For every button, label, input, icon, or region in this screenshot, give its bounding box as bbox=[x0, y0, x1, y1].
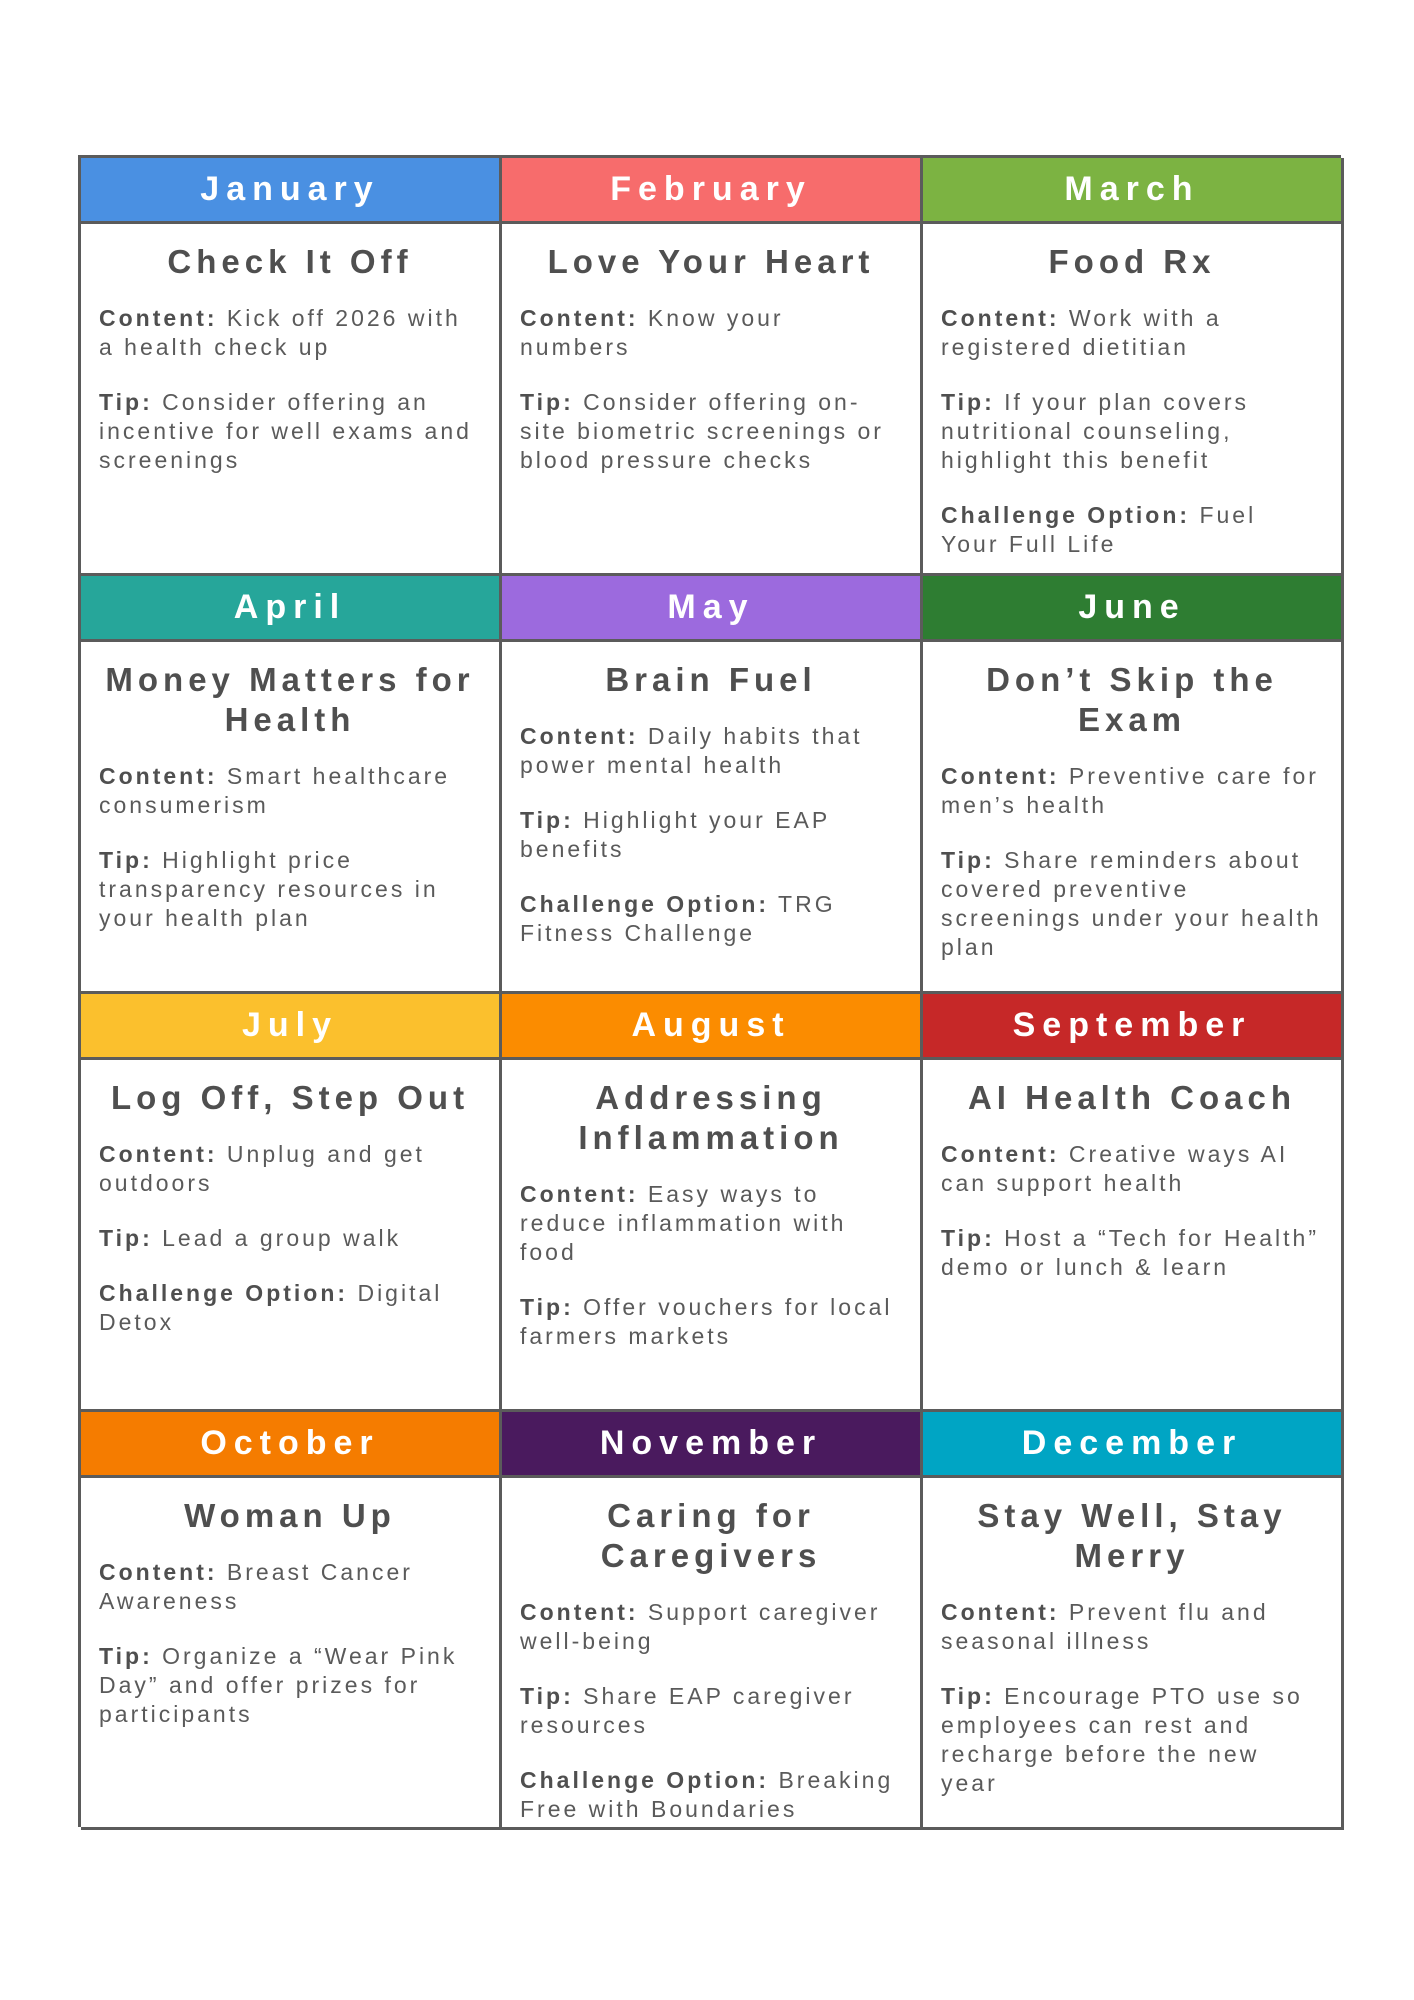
month-header: June bbox=[923, 576, 1341, 642]
tip-paragraph bbox=[99, 846, 481, 933]
month-body bbox=[81, 224, 499, 511]
month-card-october bbox=[81, 1412, 502, 1830]
content-paragraph bbox=[941, 762, 1323, 820]
tip-paragraph bbox=[941, 846, 1323, 962]
month-header: March bbox=[923, 158, 1341, 224]
tip-label: Tip: bbox=[941, 1683, 995, 1709]
tip-text: Host a “Tech for Health” demo or lunch & learn bbox=[941, 1225, 1319, 1280]
challenge-text: TRG Fitness Challenge bbox=[520, 891, 836, 946]
content-text: Support caregiver well-being bbox=[520, 1599, 881, 1654]
tip-text: Highlight your EAP benefits bbox=[520, 807, 830, 862]
tip-label: Tip: bbox=[520, 807, 574, 833]
content-label: Content: bbox=[941, 305, 1060, 331]
challenge-paragraph bbox=[99, 1279, 481, 1337]
content-paragraph bbox=[941, 1598, 1323, 1656]
month-card-september bbox=[923, 994, 1344, 1412]
challenge-label: Challenge Option: bbox=[520, 1767, 770, 1793]
tip-label: Tip: bbox=[99, 1643, 153, 1669]
content-label: Content: bbox=[520, 723, 639, 749]
content-text: Creative ways AI can support health bbox=[941, 1141, 1289, 1196]
tip-text: Share reminders about covered preventive screenings under your health plan bbox=[941, 847, 1322, 960]
challenge-paragraph bbox=[941, 501, 1323, 559]
challenge-label: Challenge Option: bbox=[941, 502, 1191, 528]
theme-title: Food Rx bbox=[1048, 243, 1216, 280]
theme-title: Brain Fuel bbox=[605, 661, 817, 698]
tip-paragraph bbox=[520, 1293, 902, 1351]
month-card-may bbox=[502, 576, 923, 994]
tip-text: Consider offering on-site biometric screenings or blood pressure checks bbox=[520, 389, 884, 473]
month-card-july bbox=[81, 994, 502, 1412]
month-body bbox=[81, 1060, 499, 1373]
content-paragraph bbox=[520, 1180, 902, 1267]
month-body bbox=[923, 1478, 1341, 1830]
tip-text: Lead a group walk bbox=[162, 1225, 402, 1251]
content-paragraph bbox=[99, 1140, 481, 1198]
content-paragraph bbox=[520, 1598, 902, 1656]
content-label: Content: bbox=[520, 1599, 639, 1625]
content-text: Work with a registered dietitian bbox=[941, 305, 1222, 360]
tip-text: Consider offering an incentive for well exams and screenings bbox=[99, 389, 472, 473]
tip-label: Tip: bbox=[941, 1225, 995, 1251]
month-header: September bbox=[923, 994, 1341, 1060]
month-card-november bbox=[502, 1412, 923, 1830]
challenge-paragraph bbox=[520, 890, 902, 948]
theme-title: Check It Off bbox=[167, 243, 413, 280]
month-card-february bbox=[502, 158, 923, 576]
theme-title: Log Off, Step Out bbox=[110, 1079, 470, 1116]
content-text: Know your numbers bbox=[520, 305, 784, 360]
content-text: Breast Cancer Awareness bbox=[99, 1559, 413, 1614]
month-header: May bbox=[502, 576, 920, 642]
tip-paragraph bbox=[941, 1224, 1323, 1282]
content-label: Content: bbox=[99, 1141, 218, 1167]
tip-paragraph bbox=[520, 806, 902, 864]
tip-label: Tip: bbox=[941, 847, 995, 873]
content-text: Preventive care for men’s health bbox=[941, 763, 1319, 818]
content-paragraph bbox=[99, 1558, 481, 1616]
content-label: Content: bbox=[520, 305, 639, 331]
tip-paragraph bbox=[941, 1682, 1323, 1798]
month-header: February bbox=[502, 158, 920, 224]
month-card-march bbox=[923, 158, 1344, 576]
content-paragraph bbox=[99, 304, 481, 362]
month-header: August bbox=[502, 994, 920, 1060]
month-body bbox=[923, 642, 1341, 994]
tip-label: Tip: bbox=[99, 389, 153, 415]
month-body bbox=[502, 642, 920, 984]
month-body bbox=[923, 1060, 1341, 1318]
theme-title: Caring for Caregivers bbox=[600, 1497, 822, 1574]
tip-text: Encourage PTO use so employees can rest and recharge before the new year bbox=[941, 1683, 1303, 1796]
content-text: Daily habits that power mental health bbox=[520, 723, 863, 778]
content-label: Content: bbox=[520, 1181, 639, 1207]
content-label: Content: bbox=[99, 1559, 218, 1585]
month-header: July bbox=[81, 994, 499, 1060]
challenge-label: Challenge Option: bbox=[520, 891, 770, 917]
month-body bbox=[81, 642, 499, 969]
content-paragraph bbox=[520, 722, 902, 780]
challenge-paragraph bbox=[520, 1766, 902, 1824]
challenge-label: Challenge Option: bbox=[99, 1280, 349, 1306]
theme-title: Love Your Heart bbox=[547, 243, 875, 280]
tip-text: Offer vouchers for local farmers markets bbox=[520, 1294, 893, 1349]
tip-label: Tip: bbox=[941, 389, 995, 415]
theme-title: Woman Up bbox=[184, 1497, 396, 1534]
tip-label: Tip: bbox=[99, 1225, 153, 1251]
tip-text: Highlight price transparency resources in your health plan bbox=[99, 847, 439, 931]
content-label: Content: bbox=[941, 763, 1060, 789]
content-text: Smart healthcare consumerism bbox=[99, 763, 451, 818]
month-header: January bbox=[81, 158, 499, 224]
month-body bbox=[502, 1478, 920, 1830]
month-body bbox=[502, 224, 920, 511]
month-header: November bbox=[502, 1412, 920, 1478]
content-paragraph bbox=[941, 1140, 1323, 1198]
content-label: Content: bbox=[99, 305, 218, 331]
content-text: Kick off 2026 with a health check up bbox=[99, 305, 461, 360]
content-paragraph bbox=[941, 304, 1323, 362]
content-paragraph bbox=[520, 304, 902, 362]
content-text: Prevent flu and seasonal illness bbox=[941, 1599, 1269, 1654]
calendar-grid bbox=[78, 155, 1341, 1827]
tip-paragraph bbox=[99, 1642, 481, 1729]
tip-label: Tip: bbox=[520, 1683, 574, 1709]
month-header: April bbox=[81, 576, 499, 642]
tip-paragraph bbox=[520, 388, 902, 475]
tip-paragraph bbox=[520, 1682, 902, 1740]
challenge-text: Fuel Your Full Life bbox=[941, 502, 1257, 557]
challenge-text: Digital Detox bbox=[99, 1280, 443, 1335]
month-card-december bbox=[923, 1412, 1344, 1830]
content-label: Content: bbox=[99, 763, 218, 789]
month-body bbox=[923, 224, 1341, 576]
month-body bbox=[81, 1478, 499, 1765]
tip-label: Tip: bbox=[99, 847, 153, 873]
tip-label: Tip: bbox=[520, 1294, 574, 1320]
tip-paragraph bbox=[941, 388, 1323, 475]
month-header: October bbox=[81, 1412, 499, 1478]
content-text: Easy ways to reduce inflammation with food bbox=[520, 1181, 847, 1265]
tip-label: Tip: bbox=[520, 389, 574, 415]
theme-title: Stay Well, Stay Merry bbox=[977, 1497, 1287, 1574]
tip-text: Organize a “Wear Pink Day” and offer prizes for participants bbox=[99, 1643, 458, 1727]
content-paragraph bbox=[99, 762, 481, 820]
month-card-january bbox=[81, 158, 502, 576]
month-card-august bbox=[502, 994, 923, 1412]
month-header: December bbox=[923, 1412, 1341, 1478]
content-text: Unplug and get outdoors bbox=[99, 1141, 425, 1196]
month-body bbox=[502, 1060, 920, 1387]
content-label: Content: bbox=[941, 1599, 1060, 1625]
tip-paragraph bbox=[99, 388, 481, 475]
tip-paragraph bbox=[99, 1224, 481, 1253]
challenge-text: Breaking Free with Boundaries bbox=[520, 1767, 894, 1822]
content-label: Content: bbox=[941, 1141, 1060, 1167]
theme-title: Addressing Inflammation bbox=[578, 1079, 844, 1156]
theme-title: Money Matters for Health bbox=[105, 661, 475, 738]
month-card-april bbox=[81, 576, 502, 994]
month-card-june bbox=[923, 576, 1344, 994]
theme-title: Don’t Skip the Exam bbox=[986, 661, 1278, 738]
theme-title: AI Health Coach bbox=[967, 1079, 1297, 1116]
tip-text: If your plan covers nutritional counseling, highlight this benefit bbox=[941, 389, 1250, 473]
tip-text: Share EAP caregiver resources bbox=[520, 1683, 855, 1738]
